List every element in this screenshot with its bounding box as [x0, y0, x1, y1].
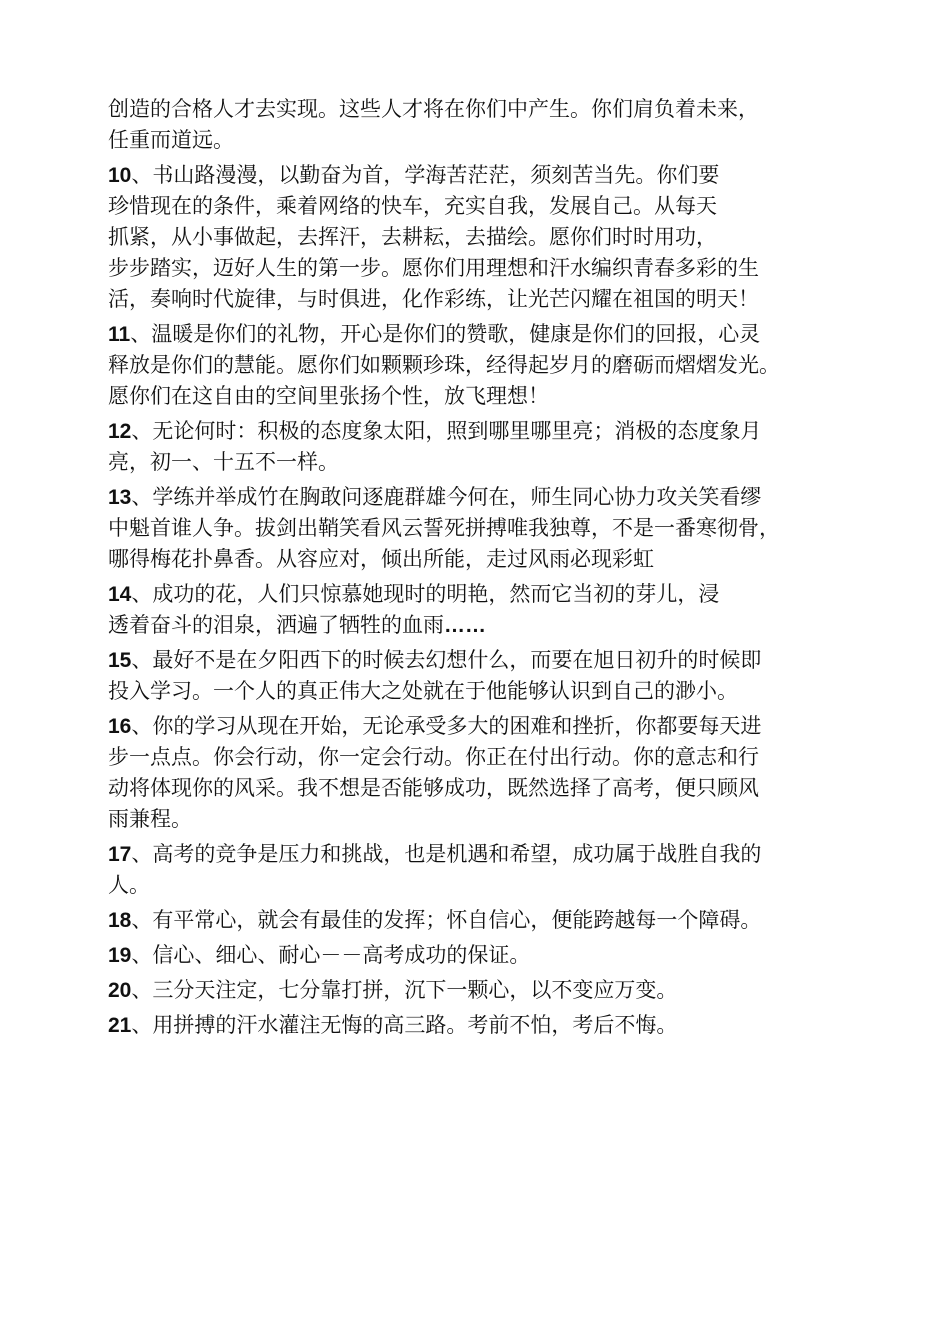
text-line: 中魁首谁人争。拔剑出鞘笑看风云誓死拼搏唯我独尊，不是一番寒彻骨， — [108, 516, 780, 540]
item-text: 、信心、细心、耐心－－高考成功的保证。 — [131, 943, 531, 967]
item-number: 16 — [108, 715, 132, 738]
item-text: 透着奋斗的泪泉，洒遍了牺牲的血雨 — [108, 613, 444, 637]
text-line — [108, 482, 858, 513]
item-text: 、高考的竞争是压力和挑战，也是机遇和希望，成功属于战胜自我的 — [131, 842, 762, 866]
text-line: 哪得梅花扑鼻香。从容应对，倾出所能，走过风雨必现彩虹 — [108, 547, 654, 571]
text-line — [108, 839, 858, 870]
item-text: 、最好不是在夕阳西下的时候去幻想什么，而要在旭日初升的时候即 — [131, 648, 762, 672]
item-number: 15 — [108, 649, 132, 672]
item-17 — [108, 839, 858, 901]
document-body — [108, 94, 858, 1041]
text-line — [108, 579, 858, 610]
text-line: 投入学习。一个人的真正伟大之处就在于他能够认识到自己的渺小。 — [108, 679, 738, 703]
text-line: 珍惜现在的条件，乘着网络的快车，充实自我，发展自己。从每天 — [108, 194, 717, 218]
item-number: 21 — [108, 1014, 132, 1037]
item-11 — [108, 319, 858, 412]
text-line: 步一点点。你会行动，你一定会行动。你正在付出行动。你的意志和行 — [108, 745, 759, 769]
item-number: 19 — [108, 944, 132, 967]
item-19 — [108, 940, 858, 971]
text-line: 步步踏实，迈好人生的第一步。愿你们用理想和汗水编织青春多彩的生 — [108, 256, 759, 280]
item-number: 13 — [108, 486, 132, 509]
item-number: 17 — [108, 843, 132, 866]
item-14 — [108, 579, 858, 641]
item-16 — [108, 711, 858, 835]
text-line: 任重而道远。 — [108, 128, 234, 152]
text-line: 创造的合格人才去实现。这些人才将在你们中产生。你们肩负着未来， — [108, 97, 759, 121]
item-text: 、无论何时：积极的态度象太阳，照到哪里哪里亮；消极的态度象月 — [131, 419, 762, 443]
intro-paragraph — [108, 94, 858, 156]
ellipsis: …… — [444, 614, 486, 637]
item-18 — [108, 905, 858, 936]
item-10 — [108, 160, 858, 315]
text-line — [108, 940, 858, 971]
item-number: 10 — [108, 164, 132, 187]
text-line: 抓紧，从小事做起，去挥汗，去耕耘，去描绘。愿你们时时用功， — [108, 225, 717, 249]
text-line: 释放是你们的慧能。愿你们如颗颗珍珠，经得起岁月的磨砺而熠熠发光。 — [108, 353, 780, 377]
text-line: 人。 — [108, 873, 150, 897]
text-line: 愿你们在这自由的空间里张扬个性，放飞理想！ — [108, 384, 549, 408]
text-line — [108, 610, 858, 641]
item-text: 、书山路漫漫，以勤奋为首，学海苦茫茫，须刻苦当先。你们要 — [131, 163, 720, 187]
text-line — [108, 645, 858, 676]
item-15 — [108, 645, 858, 707]
item-number: 18 — [108, 909, 132, 932]
item-21 — [108, 1010, 858, 1041]
text-line: 活，奏响时代旋律，与时俱进，化作彩练，让光芒闪耀在祖国的明天！ — [108, 287, 759, 311]
item-number: 11 — [108, 323, 131, 346]
item-text: 、有平常心，就会有最佳的发挥；怀自信心，便能跨越每一个障碍。 — [131, 908, 762, 932]
item-number: 14 — [108, 583, 132, 606]
text-line — [108, 975, 858, 1006]
text-line — [108, 319, 858, 350]
item-number: 20 — [108, 979, 132, 1002]
text-line: 亮，初一、十五不一样。 — [108, 450, 339, 474]
item-text: 、用拼搏的汗水灌注无悔的高三路。考前不怕，考后不悔。 — [131, 1013, 678, 1037]
item-text: 、你的学习从现在开始，无论承受多大的困难和挫折，你都要每天进 — [131, 714, 762, 738]
item-text: 、学练并举成竹在胸敢问逐鹿群雄今何在，师生同心协力攻关笑看缪 — [131, 485, 762, 509]
text-line — [108, 905, 858, 936]
text-line — [108, 160, 858, 191]
text-line — [108, 1010, 858, 1041]
item-text: 、三分天注定，七分靠打拼，沉下一颗心，以不变应万变。 — [131, 978, 678, 1002]
item-text: 、温暖是你们的礼物，开心是你们的赞歌，健康是你们的回报，心灵 — [130, 322, 761, 346]
item-number: 12 — [108, 420, 132, 443]
text-line — [108, 416, 858, 447]
text-line: 动将体现你的风采。我不想是否能够成功，既然选择了高考，便只顾风 — [108, 776, 759, 800]
text-line — [108, 711, 858, 742]
item-20 — [108, 975, 858, 1006]
text-line: 雨兼程。 — [108, 807, 192, 831]
item-12 — [108, 416, 858, 478]
item-text: 、成功的花，人们只惊慕她现时的明艳，然而它当初的芽儿，浸 — [131, 582, 720, 606]
item-13 — [108, 482, 858, 575]
